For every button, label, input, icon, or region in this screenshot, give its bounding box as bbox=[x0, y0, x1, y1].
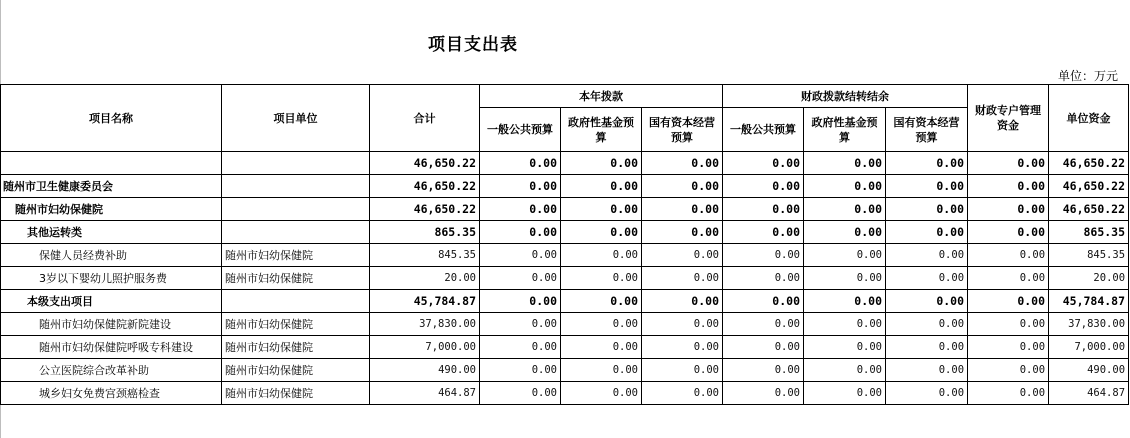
cell-gov-fund-budget: 0.00 bbox=[561, 244, 642, 267]
cell-carryover-state-capital: 0.00 bbox=[886, 152, 968, 175]
header-project-name: 项目名称 bbox=[1, 85, 222, 152]
cell-project-name: 城乡妇女免费宫颈癌检查 bbox=[1, 382, 222, 405]
cell-project-name: 随州市卫生健康委员会 bbox=[1, 175, 222, 198]
cell-state-capital-budget: 0.00 bbox=[642, 244, 723, 267]
cell-carryover-state-capital: 0.00 bbox=[886, 336, 968, 359]
cell-own-funds: 7,000.00 bbox=[1049, 336, 1129, 359]
project-expenditure-table bbox=[0, 84, 1129, 405]
cell-carryover-gov-fund: 0.00 bbox=[804, 175, 886, 198]
cell-special-account: 0.00 bbox=[968, 152, 1049, 175]
cell-carryover-state-capital: 0.00 bbox=[886, 359, 968, 382]
cell-gov-fund-budget: 0.00 bbox=[561, 359, 642, 382]
cell-special-account: 0.00 bbox=[968, 267, 1049, 290]
cell-total: 45,784.87 bbox=[370, 290, 480, 313]
cell-project-unit: 随州市妇幼保健院 bbox=[222, 359, 370, 382]
cell-own-funds: 46,650.22 bbox=[1049, 152, 1129, 175]
cell-own-funds: 464.87 bbox=[1049, 382, 1129, 405]
cell-special-account: 0.00 bbox=[968, 221, 1049, 244]
cell-general-budget: 0.00 bbox=[480, 198, 561, 221]
cell-carryover-gov-fund: 0.00 bbox=[804, 290, 886, 313]
cell-project-unit bbox=[222, 198, 370, 221]
cell-carryover-gov-fund: 0.00 bbox=[804, 336, 886, 359]
cell-general-budget: 0.00 bbox=[480, 244, 561, 267]
header-own-funds: 单位资金 bbox=[1049, 85, 1129, 152]
cell-carryover-gov-fund: 0.00 bbox=[804, 244, 886, 267]
header-group-carryover: 财政拨款结转结余 bbox=[723, 85, 968, 108]
table-row bbox=[1, 359, 1129, 382]
table-row bbox=[1, 175, 1129, 198]
cell-state-capital-budget: 0.00 bbox=[642, 313, 723, 336]
cell-state-capital-budget: 0.00 bbox=[642, 290, 723, 313]
header-state-capital-budget: 国有资本经营预算 bbox=[642, 108, 723, 152]
cell-project-unit: 随州市妇幼保健院 bbox=[222, 244, 370, 267]
cell-own-funds: 20.00 bbox=[1049, 267, 1129, 290]
cell-carryover-gov-fund: 0.00 bbox=[804, 267, 886, 290]
cell-carryover-general: 0.00 bbox=[723, 175, 804, 198]
unit-label: 单位：万元 bbox=[1057, 69, 1118, 83]
cell-project-unit: 随州市妇幼保健院 bbox=[222, 336, 370, 359]
cell-special-account: 0.00 bbox=[968, 336, 1049, 359]
cell-carryover-gov-fund: 0.00 bbox=[804, 382, 886, 405]
table-row bbox=[1, 290, 1129, 313]
cell-carryover-gov-fund: 0.00 bbox=[804, 359, 886, 382]
cell-own-funds: 490.00 bbox=[1049, 359, 1129, 382]
cell-total: 46,650.22 bbox=[370, 198, 480, 221]
table-row bbox=[1, 198, 1129, 221]
cell-carryover-general: 0.00 bbox=[723, 359, 804, 382]
cell-total: 46,650.22 bbox=[370, 175, 480, 198]
header-carryover-general-budget: 一般公共预算 bbox=[723, 108, 804, 152]
cell-special-account: 0.00 bbox=[968, 244, 1049, 267]
cell-own-funds: 46,650.22 bbox=[1049, 198, 1129, 221]
cell-carryover-state-capital: 0.00 bbox=[886, 382, 968, 405]
cell-carryover-general: 0.00 bbox=[723, 152, 804, 175]
cell-project-name: 保健人员经费补助 bbox=[1, 244, 222, 267]
table-header bbox=[1, 85, 1129, 152]
cell-state-capital-budget: 0.00 bbox=[642, 198, 723, 221]
cell-carryover-state-capital: 0.00 bbox=[886, 175, 968, 198]
cell-carryover-state-capital: 0.00 bbox=[886, 267, 968, 290]
cell-special-account: 0.00 bbox=[968, 290, 1049, 313]
cell-total: 865.35 bbox=[370, 221, 480, 244]
cell-general-budget: 0.00 bbox=[480, 267, 561, 290]
cell-general-budget: 0.00 bbox=[480, 313, 561, 336]
cell-gov-fund-budget: 0.00 bbox=[561, 382, 642, 405]
cell-state-capital-budget: 0.00 bbox=[642, 175, 723, 198]
cell-carryover-general: 0.00 bbox=[723, 267, 804, 290]
cell-own-funds: 865.35 bbox=[1049, 221, 1129, 244]
header-project-unit: 项目单位 bbox=[222, 85, 370, 152]
cell-state-capital-budget: 0.00 bbox=[642, 267, 723, 290]
cell-total: 7,000.00 bbox=[370, 336, 480, 359]
header-carryover-gov-fund-budget: 政府性基金预算 bbox=[804, 108, 886, 152]
cell-general-budget: 0.00 bbox=[480, 221, 561, 244]
cell-general-budget: 0.00 bbox=[480, 175, 561, 198]
cell-gov-fund-budget: 0.00 bbox=[561, 221, 642, 244]
cell-special-account: 0.00 bbox=[968, 313, 1049, 336]
table-row bbox=[1, 244, 1129, 267]
header-special-account: 财政专户管理资金 bbox=[968, 85, 1049, 152]
cell-gov-fund-budget: 0.00 bbox=[561, 152, 642, 175]
cell-state-capital-budget: 0.00 bbox=[642, 336, 723, 359]
cell-project-name: 本级支出项目 bbox=[1, 290, 222, 313]
table-row bbox=[1, 152, 1129, 175]
cell-general-budget: 0.00 bbox=[480, 382, 561, 405]
cell-total: 464.87 bbox=[370, 382, 480, 405]
table-row bbox=[1, 313, 1129, 336]
cell-carryover-state-capital: 0.00 bbox=[886, 290, 968, 313]
header-total: 合计 bbox=[370, 85, 480, 152]
cell-gov-fund-budget: 0.00 bbox=[561, 313, 642, 336]
page-title: 项目支出表 bbox=[428, 35, 518, 55]
cell-general-budget: 0.00 bbox=[480, 336, 561, 359]
cell-carryover-general: 0.00 bbox=[723, 221, 804, 244]
cell-project-name: 公立医院综合改革补助 bbox=[1, 359, 222, 382]
cell-total: 46,650.22 bbox=[370, 152, 480, 175]
cell-project-unit bbox=[222, 290, 370, 313]
cell-carryover-gov-fund: 0.00 bbox=[804, 198, 886, 221]
cell-carryover-gov-fund: 0.00 bbox=[804, 221, 886, 244]
cell-project-unit: 随州市妇幼保健院 bbox=[222, 313, 370, 336]
cell-total: 490.00 bbox=[370, 359, 480, 382]
cell-general-budget: 0.00 bbox=[480, 359, 561, 382]
cell-project-unit bbox=[222, 152, 370, 175]
cell-carryover-state-capital: 0.00 bbox=[886, 313, 968, 336]
header-group-current-year: 本年拨款 bbox=[480, 85, 723, 108]
cell-special-account: 0.00 bbox=[968, 359, 1049, 382]
cell-total: 845.35 bbox=[370, 244, 480, 267]
cell-carryover-general: 0.00 bbox=[723, 313, 804, 336]
cell-project-name: 其他运转类 bbox=[1, 221, 222, 244]
cell-carryover-state-capital: 0.00 bbox=[886, 198, 968, 221]
cell-own-funds: 37,830.00 bbox=[1049, 313, 1129, 336]
cell-gov-fund-budget: 0.00 bbox=[561, 175, 642, 198]
cell-carryover-general: 0.00 bbox=[723, 336, 804, 359]
cell-gov-fund-budget: 0.00 bbox=[561, 267, 642, 290]
cell-general-budget: 0.00 bbox=[480, 152, 561, 175]
cell-state-capital-budget: 0.00 bbox=[642, 152, 723, 175]
table-row bbox=[1, 382, 1129, 405]
header-general-budget: 一般公共预算 bbox=[480, 108, 561, 152]
cell-own-funds: 45,784.87 bbox=[1049, 290, 1129, 313]
cell-general-budget: 0.00 bbox=[480, 290, 561, 313]
cell-special-account: 0.00 bbox=[968, 198, 1049, 221]
cell-carryover-general: 0.00 bbox=[723, 290, 804, 313]
cell-gov-fund-budget: 0.00 bbox=[561, 336, 642, 359]
cell-carryover-state-capital: 0.00 bbox=[886, 244, 968, 267]
cell-gov-fund-budget: 0.00 bbox=[561, 198, 642, 221]
cell-project-name: 随州市妇幼保健院 bbox=[1, 198, 222, 221]
cell-own-funds: 46,650.22 bbox=[1049, 175, 1129, 198]
cell-project-name: 随州市妇幼保健院呼吸专科建设 bbox=[1, 336, 222, 359]
cell-state-capital-budget: 0.00 bbox=[642, 382, 723, 405]
cell-project-name: 3岁以下婴幼儿照护服务费 bbox=[1, 267, 222, 290]
header-gov-fund-budget: 政府性基金预算 bbox=[561, 108, 642, 152]
cell-special-account: 0.00 bbox=[968, 175, 1049, 198]
cell-carryover-gov-fund: 0.00 bbox=[804, 152, 886, 175]
cell-project-name: 随州市妇幼保健院新院建设 bbox=[1, 313, 222, 336]
table-body bbox=[1, 152, 1129, 405]
cell-project-unit bbox=[222, 175, 370, 198]
cell-project-unit: 随州市妇幼保健院 bbox=[222, 382, 370, 405]
table-row bbox=[1, 221, 1129, 244]
cell-carryover-general: 0.00 bbox=[723, 382, 804, 405]
cell-total: 20.00 bbox=[370, 267, 480, 290]
cell-project-unit: 随州市妇幼保健院 bbox=[222, 267, 370, 290]
cell-project-unit bbox=[222, 221, 370, 244]
cell-carryover-state-capital: 0.00 bbox=[886, 221, 968, 244]
cell-carryover-general: 0.00 bbox=[723, 198, 804, 221]
table-row bbox=[1, 336, 1129, 359]
cell-carryover-general: 0.00 bbox=[723, 244, 804, 267]
cell-carryover-gov-fund: 0.00 bbox=[804, 313, 886, 336]
cell-own-funds: 845.35 bbox=[1049, 244, 1129, 267]
table-row bbox=[1, 267, 1129, 290]
cell-special-account: 0.00 bbox=[968, 382, 1049, 405]
header-carryover-state-capital-budget: 国有资本经营预算 bbox=[886, 108, 968, 152]
cell-state-capital-budget: 0.00 bbox=[642, 359, 723, 382]
cell-gov-fund-budget: 0.00 bbox=[561, 290, 642, 313]
cell-project-name bbox=[1, 152, 222, 175]
cell-state-capital-budget: 0.00 bbox=[642, 221, 723, 244]
cell-total: 37,830.00 bbox=[370, 313, 480, 336]
